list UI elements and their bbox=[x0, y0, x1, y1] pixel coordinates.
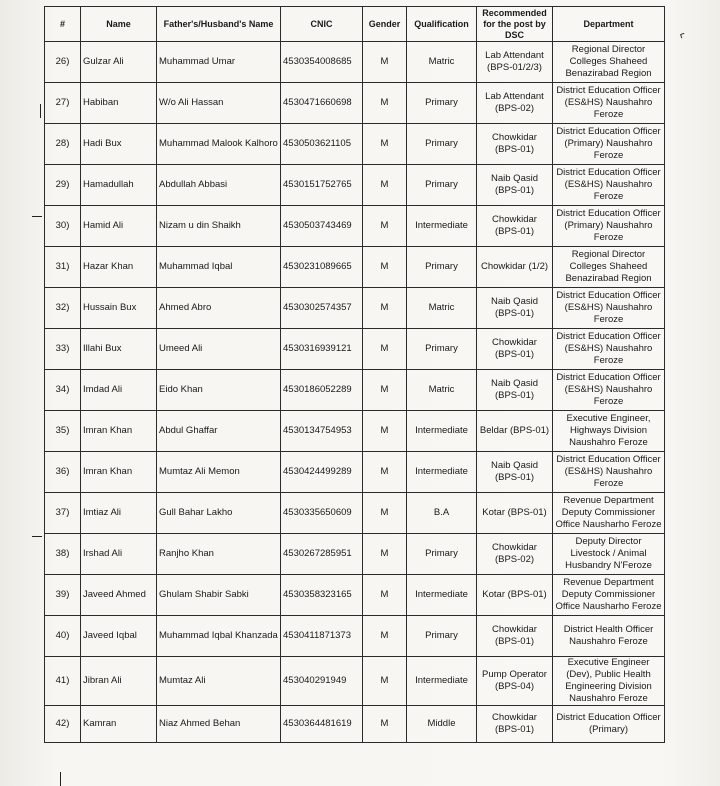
cell-gender: M bbox=[363, 616, 407, 657]
cell-post: Pump Operator (BPS-04) bbox=[477, 657, 553, 706]
recommendation-table bbox=[44, 6, 665, 743]
cell-cnic: 4530358323165 bbox=[281, 575, 363, 616]
cell-father: Umeed Ali bbox=[157, 329, 281, 370]
cell-department: Revenue Department Deputy Commissioner Office Nausharho Feroze bbox=[553, 493, 665, 534]
table-row bbox=[45, 616, 665, 657]
cell-qualification: Primary bbox=[407, 534, 477, 575]
cell-sr: 37) bbox=[45, 493, 81, 534]
cell-post: Lab Attendant (BPS-01/2/3) bbox=[477, 42, 553, 83]
cell-name: Hussain Bux bbox=[81, 288, 157, 329]
cell-qualification: Middle bbox=[407, 706, 477, 743]
cell-gender: M bbox=[363, 657, 407, 706]
cell-name: Imran Khan bbox=[81, 452, 157, 493]
cell-department: District Education Officer (ES&HS) Naushahro Feroze bbox=[553, 288, 665, 329]
cell-sr: 38) bbox=[45, 534, 81, 575]
cell-sr: 27) bbox=[45, 83, 81, 124]
cell-sr: 39) bbox=[45, 575, 81, 616]
table-row bbox=[45, 42, 665, 83]
cell-cnic: 4530503621105 bbox=[281, 124, 363, 165]
cell-department: District Education Officer (ES&HS) Naushahro Feroze bbox=[553, 165, 665, 206]
cell-department: Deputy Director Livestock / Animal Husbandry N'Feroze bbox=[553, 534, 665, 575]
pen-mark-icon: ‹ bbox=[676, 25, 688, 43]
col-header-post: Recommended for the post by DSC bbox=[477, 7, 553, 42]
cell-sr: 40) bbox=[45, 616, 81, 657]
cell-qualification: Matric bbox=[407, 288, 477, 329]
cell-father: Ahmed Abro bbox=[157, 288, 281, 329]
cell-qualification: Primary bbox=[407, 124, 477, 165]
cell-father: Ranjho Khan bbox=[157, 534, 281, 575]
cell-sr: 30) bbox=[45, 206, 81, 247]
table-row bbox=[45, 247, 665, 288]
cell-qualification: Intermediate bbox=[407, 575, 477, 616]
cell-father: Muhammad Iqbal bbox=[157, 247, 281, 288]
cell-name: Imran Khan bbox=[81, 411, 157, 452]
col-header-father: Father's/Husband's Name bbox=[157, 7, 281, 42]
cell-gender: M bbox=[363, 247, 407, 288]
table-row bbox=[45, 657, 665, 706]
cell-qualification: Primary bbox=[407, 83, 477, 124]
cell-cnic: 4530424499289 bbox=[281, 452, 363, 493]
cell-name: Jibran Ali bbox=[81, 657, 157, 706]
cell-cnic: 4530186052289 bbox=[281, 370, 363, 411]
cell-gender: M bbox=[363, 370, 407, 411]
cell-sr: 29) bbox=[45, 165, 81, 206]
cell-father: Mumtaz Ali Memon bbox=[157, 452, 281, 493]
cell-post: Naib Qasid (BPS-01) bbox=[477, 452, 553, 493]
cell-sr: 31) bbox=[45, 247, 81, 288]
margin-mark bbox=[40, 104, 41, 118]
cell-qualification: Matric bbox=[407, 370, 477, 411]
cell-name: Irshad Ali bbox=[81, 534, 157, 575]
cell-sr: 28) bbox=[45, 124, 81, 165]
cell-gender: M bbox=[363, 575, 407, 616]
cell-cnic: 4530335650609 bbox=[281, 493, 363, 534]
cell-gender: M bbox=[363, 534, 407, 575]
cell-qualification: Primary bbox=[407, 329, 477, 370]
cell-qualification: B.A bbox=[407, 493, 477, 534]
cell-sr: 32) bbox=[45, 288, 81, 329]
col-header-sr: # bbox=[45, 7, 81, 42]
cell-department: Regional Director Colleges Shaheed Benazirabad Region bbox=[553, 247, 665, 288]
cell-post: Chowkidar (1/2) bbox=[477, 247, 553, 288]
cell-gender: M bbox=[363, 452, 407, 493]
cell-cnic: 4530503743469 bbox=[281, 206, 363, 247]
cell-cnic: 4530354008685 bbox=[281, 42, 363, 83]
cell-name: Imdad Ali bbox=[81, 370, 157, 411]
cell-qualification: Intermediate bbox=[407, 206, 477, 247]
cell-father: Nizam u din Shaikh bbox=[157, 206, 281, 247]
cell-cnic: 4530151752765 bbox=[281, 165, 363, 206]
cell-department: District Health Officer Naushahro Feroze bbox=[553, 616, 665, 657]
cell-name: Kamran bbox=[81, 706, 157, 743]
cell-father: Gull Bahar Lakho bbox=[157, 493, 281, 534]
cell-father: Abdul Ghaffar bbox=[157, 411, 281, 452]
table-row bbox=[45, 124, 665, 165]
cell-sr: 35) bbox=[45, 411, 81, 452]
table-row bbox=[45, 411, 665, 452]
cell-name: Hamadullah bbox=[81, 165, 157, 206]
header-row bbox=[45, 7, 665, 42]
cell-department: Executive Engineer, Highways Division Naushahro Feroze bbox=[553, 411, 665, 452]
cell-post: Lab Attendant (BPS-02) bbox=[477, 83, 553, 124]
cell-sr: 26) bbox=[45, 42, 81, 83]
cell-qualification: Intermediate bbox=[407, 657, 477, 706]
cell-sr: 36) bbox=[45, 452, 81, 493]
cell-department: Executive Engineer (Dev), Public Health Engineering Division Naushahro Feroze bbox=[553, 657, 665, 706]
col-header-cnic: CNIC bbox=[281, 7, 363, 42]
cell-father: W/o Ali Hassan bbox=[157, 83, 281, 124]
table-row bbox=[45, 575, 665, 616]
cell-cnic: 4530364481619 bbox=[281, 706, 363, 743]
cell-department: District Education Officer (ES&HS) Naushahro Feroze bbox=[553, 452, 665, 493]
cell-name: Hadi Bux bbox=[81, 124, 157, 165]
table-row bbox=[45, 534, 665, 575]
cell-gender: M bbox=[363, 411, 407, 452]
cell-department: District Education Officer (ES&HS) Naushahro Feroze bbox=[553, 83, 665, 124]
cell-name: Illahi Bux bbox=[81, 329, 157, 370]
table-row bbox=[45, 452, 665, 493]
cell-post: Chowkidar (BPS-01) bbox=[477, 124, 553, 165]
cell-gender: M bbox=[363, 288, 407, 329]
cell-qualification: Matric bbox=[407, 42, 477, 83]
cell-gender: M bbox=[363, 124, 407, 165]
table-row bbox=[45, 165, 665, 206]
cell-cnic: 4530316939121 bbox=[281, 329, 363, 370]
table-row bbox=[45, 83, 665, 124]
cell-name: Imtiaz Ali bbox=[81, 493, 157, 534]
cell-father: Muhammad Iqbal Khanzada bbox=[157, 616, 281, 657]
cell-qualification: Primary bbox=[407, 165, 477, 206]
margin-mark bbox=[32, 216, 42, 217]
cell-post: Kotar (BPS-01) bbox=[477, 493, 553, 534]
cell-post: Chowkidar (BPS-02) bbox=[477, 534, 553, 575]
cell-cnic: 4530267285951 bbox=[281, 534, 363, 575]
cell-father: Muhammad Malook Kalhoro bbox=[157, 124, 281, 165]
cell-gender: M bbox=[363, 493, 407, 534]
cell-name: Javeed Iqbal bbox=[81, 616, 157, 657]
cell-department: District Education Officer (Primary) Naushahro Feroze bbox=[553, 124, 665, 165]
margin-mark bbox=[32, 536, 42, 537]
cell-qualification: Intermediate bbox=[407, 452, 477, 493]
cell-post: Chowkidar (BPS-01) bbox=[477, 329, 553, 370]
table-row bbox=[45, 206, 665, 247]
cell-name: Habiban bbox=[81, 83, 157, 124]
cell-gender: M bbox=[363, 206, 407, 247]
cell-post: Naib Qasid (BPS-01) bbox=[477, 165, 553, 206]
cell-gender: M bbox=[363, 83, 407, 124]
table-row bbox=[45, 329, 665, 370]
cell-cnic: 4530134754953 bbox=[281, 411, 363, 452]
cell-name: Hazar Khan bbox=[81, 247, 157, 288]
cell-post: Chowkidar (BPS-01) bbox=[477, 206, 553, 247]
margin-mark bbox=[60, 772, 61, 786]
cell-post: Chowkidar (BPS-01) bbox=[477, 616, 553, 657]
cell-gender: M bbox=[363, 42, 407, 83]
cell-cnic: 453040291949 bbox=[281, 657, 363, 706]
cell-post: Kotar (BPS-01) bbox=[477, 575, 553, 616]
cell-father: Abdullah Abbasi bbox=[157, 165, 281, 206]
cell-name: Javeed Ahmed bbox=[81, 575, 157, 616]
cell-sr: 41) bbox=[45, 657, 81, 706]
cell-department: Regional Director Colleges Shaheed Benazirabad Region bbox=[553, 42, 665, 83]
cell-cnic: 4530471660698 bbox=[281, 83, 363, 124]
cell-post: Beldar (BPS-01) bbox=[477, 411, 553, 452]
cell-father: Eido Khan bbox=[157, 370, 281, 411]
cell-name: Gulzar Ali bbox=[81, 42, 157, 83]
cell-qualification: Primary bbox=[407, 247, 477, 288]
cell-cnic: 4530302574357 bbox=[281, 288, 363, 329]
cell-qualification: Intermediate bbox=[407, 411, 477, 452]
cell-cnic: 4530231089665 bbox=[281, 247, 363, 288]
table-row bbox=[45, 493, 665, 534]
cell-gender: M bbox=[363, 165, 407, 206]
cell-father: Mumtaz Ali bbox=[157, 657, 281, 706]
cell-post: Naib Qasid (BPS-01) bbox=[477, 370, 553, 411]
cell-father: Ghulam Shabir Sabki bbox=[157, 575, 281, 616]
cell-department: District Education Officer (Primary) bbox=[553, 706, 665, 743]
cell-qualification: Primary bbox=[407, 616, 477, 657]
table-row bbox=[45, 288, 665, 329]
cell-post: Naib Qasid (BPS-01) bbox=[477, 288, 553, 329]
cell-father: Niaz Ahmed Behan bbox=[157, 706, 281, 743]
col-header-name: Name bbox=[81, 7, 157, 42]
table-row bbox=[45, 370, 665, 411]
cell-name: Hamid Ali bbox=[81, 206, 157, 247]
cell-gender: M bbox=[363, 706, 407, 743]
col-header-gender: Gender bbox=[363, 7, 407, 42]
cell-post: Chowkidar (BPS-01) bbox=[477, 706, 553, 743]
cell-cnic: 4530411871373 bbox=[281, 616, 363, 657]
cell-sr: 42) bbox=[45, 706, 81, 743]
col-header-department: Department bbox=[553, 7, 665, 42]
col-header-qualification: Qualification bbox=[407, 7, 477, 42]
cell-sr: 34) bbox=[45, 370, 81, 411]
cell-department: District Education Officer (ES&HS) Naushahro Feroze bbox=[553, 329, 665, 370]
cell-department: District Education Officer (ES&HS) Naushahro Feroze bbox=[553, 370, 665, 411]
cell-father: Muhammad Umar bbox=[157, 42, 281, 83]
table-row bbox=[45, 706, 665, 743]
cell-department: Revenue Department Deputy Commissioner Office Nausharho Feroze bbox=[553, 575, 665, 616]
cell-gender: M bbox=[363, 329, 407, 370]
cell-department: District Education Officer (Primary) Naushahro Feroze bbox=[553, 206, 665, 247]
cell-sr: 33) bbox=[45, 329, 81, 370]
